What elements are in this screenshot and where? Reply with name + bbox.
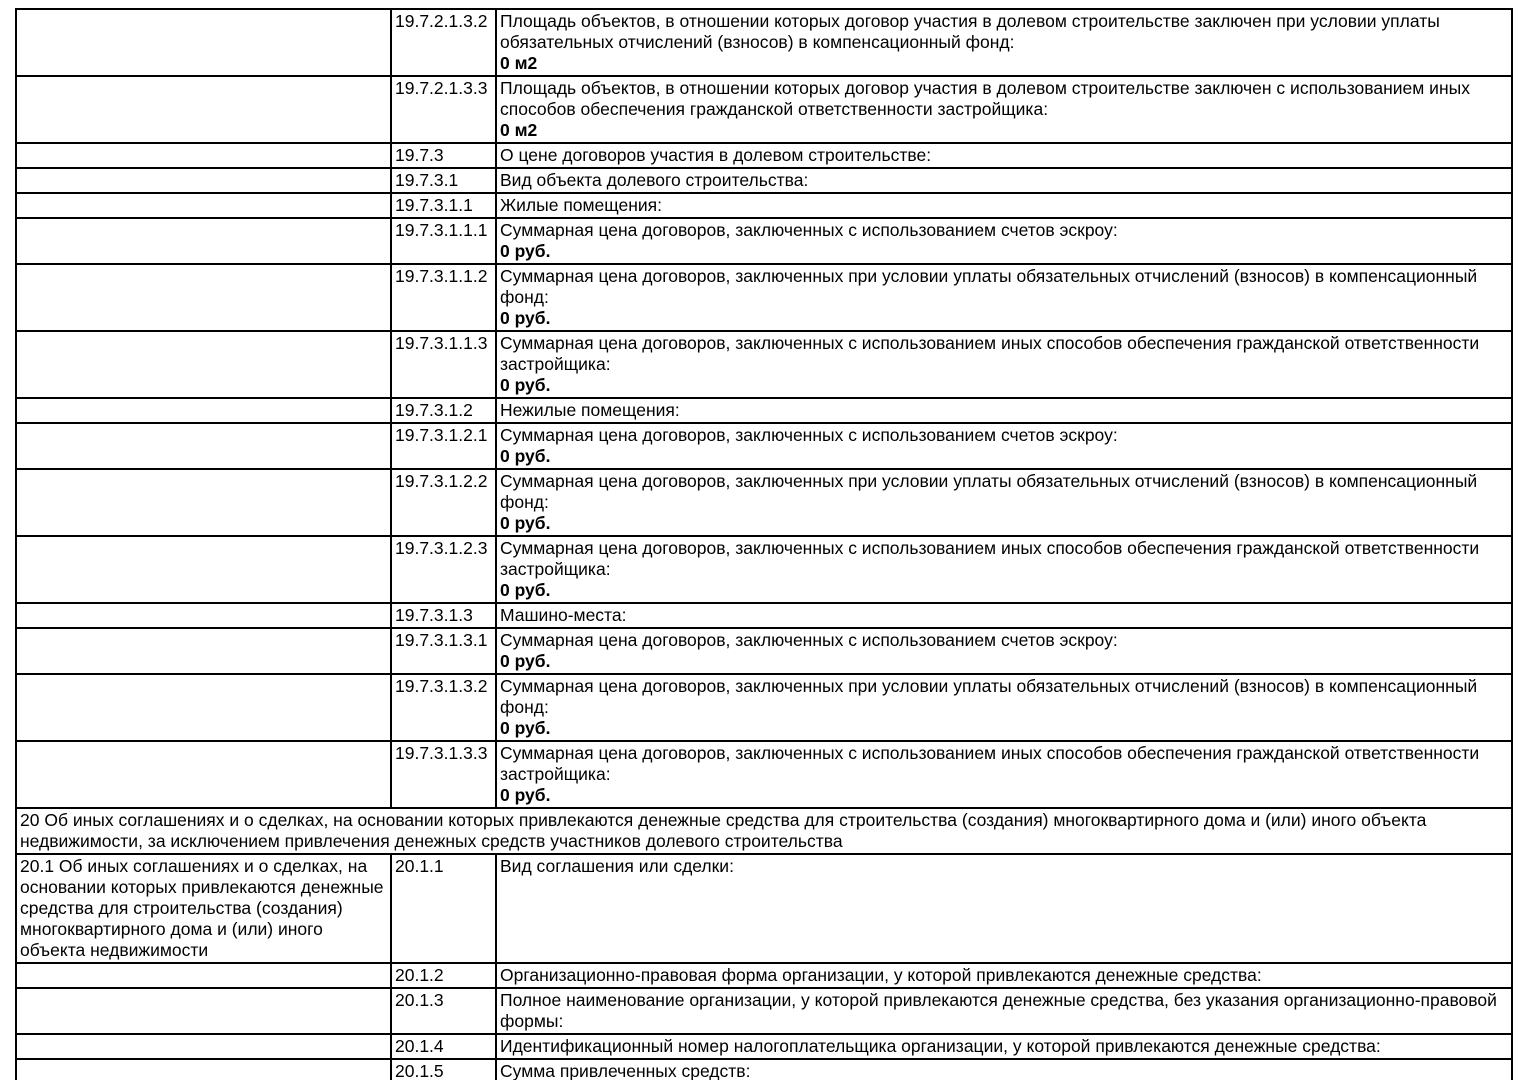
row-number-cell: 20.1.2 — [391, 963, 496, 988]
row-content-cell — [496, 218, 1512, 264]
row-label: Суммарная цена договоров, заключенных с использованием иных способов обеспечения гражданской ответственности застройщика: — [500, 538, 1480, 579]
row-label: Площадь объектов, в отношении которых договор участия в долевом строительстве заключен при условии уплаты обязательных отчислений (взносов) в компенсационный фонд: — [500, 11, 1440, 52]
row-label: Вид объекта долевого строительства: — [500, 170, 809, 190]
group-label-cell — [16, 674, 391, 741]
group-label-cell — [16, 398, 391, 423]
section-header-row — [16, 808, 1512, 854]
table-row — [16, 264, 1512, 331]
table-row — [16, 536, 1512, 603]
row-content-cell — [496, 628, 1512, 674]
row-content-cell — [496, 193, 1512, 218]
row-content-cell — [496, 331, 1512, 398]
row-content-cell — [496, 741, 1512, 808]
table-row — [16, 1059, 1512, 1080]
row-number-cell: 19.7.3.1.2.1 — [391, 423, 496, 469]
table-row — [16, 9, 1512, 76]
table-row — [16, 988, 1512, 1034]
group-label-cell — [16, 193, 391, 218]
row-value: 0 руб. — [500, 446, 551, 466]
row-content-cell — [496, 1059, 1512, 1080]
row-label: Организационно-правовая форма организации, у которой привлекаются денежные средства: — [500, 965, 1262, 985]
row-content-cell — [496, 9, 1512, 76]
row-label: Суммарная цена договоров, заключенных при условии уплаты обязательных отчислений (взносов) в компенсационный фонд: — [500, 471, 1478, 512]
group-label-cell — [16, 988, 391, 1034]
row-label: Суммарная цена договоров, заключенных с использованием счетов эскроу: — [500, 425, 1118, 445]
group-label-cell — [16, 423, 391, 469]
table-row — [16, 603, 1512, 628]
row-number-cell: 19.7.3.1.3.3 — [391, 741, 496, 808]
row-value: 0 руб. — [500, 580, 551, 600]
group-label-cell — [16, 143, 391, 168]
table-row — [16, 218, 1512, 264]
row-label: Машино-места: — [500, 605, 627, 625]
table-row — [16, 854, 1512, 963]
table-row — [16, 469, 1512, 536]
row-value: 0 м2 — [500, 53, 538, 73]
row-value: 0 руб. — [500, 241, 551, 261]
row-number-cell: 19.7.3.1.3.1 — [391, 628, 496, 674]
row-value: 0 руб. — [500, 651, 551, 671]
table-row — [16, 628, 1512, 674]
group-label-cell — [16, 603, 391, 628]
table-row — [16, 963, 1512, 988]
row-number-cell: 19.7.2.1.3.3 — [391, 76, 496, 143]
row-content-cell — [496, 536, 1512, 603]
group-label-cell — [16, 331, 391, 398]
row-content-cell — [496, 423, 1512, 469]
row-content-cell — [496, 76, 1512, 143]
row-value: 0 руб. — [500, 718, 551, 738]
row-label: Вид соглашения или сделки: — [500, 856, 734, 876]
row-label: Сумма привлеченных средств: — [500, 1061, 751, 1080]
row-content-cell — [496, 603, 1512, 628]
row-label: Идентификационный номер налогоплательщика организации, у которой привлекаются денежные средства: — [500, 1036, 1381, 1056]
row-content-cell — [496, 168, 1512, 193]
row-content-cell — [496, 1034, 1512, 1059]
table-row — [16, 1034, 1512, 1059]
group-label-cell — [16, 469, 391, 536]
row-number-cell: 19.7.3.1.2.3 — [391, 536, 496, 603]
group-label-cell — [16, 168, 391, 193]
row-number-cell: 19.7.3.1 — [391, 168, 496, 193]
row-number-cell: 20.1.3 — [391, 988, 496, 1034]
group-label-cell — [16, 264, 391, 331]
row-number-cell: 19.7.3.1.3 — [391, 603, 496, 628]
row-label: Суммарная цена договоров, заключенных с использованием счетов эскроу: — [500, 630, 1118, 650]
group-label-cell — [16, 1059, 391, 1080]
row-number-cell: 19.7.3.1.1.2 — [391, 264, 496, 331]
row-content-cell — [496, 854, 1512, 963]
row-content-cell — [496, 469, 1512, 536]
group-label-cell — [16, 9, 391, 76]
table-row — [16, 674, 1512, 741]
declaration-table — [15, 8, 1513, 1080]
group-label-cell: 20.1 Об иных соглашениях и о сделках, на основании которых привлекаются денежные средства для строительства (создания) многоквартирного дома и (или) иного объекта недвижимости — [16, 854, 391, 963]
table-row — [16, 76, 1512, 143]
group-label-cell — [16, 628, 391, 674]
table-row — [16, 423, 1512, 469]
row-label: Суммарная цена договоров, заключенных с использованием иных способов обеспечения гражданской ответственности застройщика: — [500, 333, 1480, 374]
row-number-cell: 20.1.1 — [391, 854, 496, 963]
row-label: Полное наименование организации, у которой привлекаются денежные средства, без указания организационно-правовой формы: — [500, 990, 1497, 1031]
group-label-cell — [16, 218, 391, 264]
row-label: Нежилые помещения: — [500, 400, 680, 420]
row-value: 0 м2 — [500, 120, 538, 140]
row-number-cell: 19.7.3.1.2 — [391, 398, 496, 423]
row-number-cell: 19.7.3 — [391, 143, 496, 168]
row-content-cell — [496, 674, 1512, 741]
row-content-cell — [496, 264, 1512, 331]
row-label: Суммарная цена договоров, заключенных при условии уплаты обязательных отчислений (взносов) в компенсационный фонд: — [500, 676, 1478, 717]
row-label: Жилые помещения: — [500, 195, 663, 215]
row-number-cell: 19.7.3.1.2.2 — [391, 469, 496, 536]
table-row — [16, 168, 1512, 193]
row-label: Суммарная цена договоров, заключенных с использованием иных способов обеспечения гражданской ответственности застройщика: — [500, 743, 1480, 784]
row-number-cell: 20.1.5 — [391, 1059, 496, 1080]
group-label-cell — [16, 963, 391, 988]
row-label: Суммарная цена договоров, заключенных при условии уплаты обязательных отчислений (взносов) в компенсационный фонд: — [500, 266, 1478, 307]
row-value: 0 руб. — [500, 308, 551, 328]
row-number-cell: 19.7.3.1.1 — [391, 193, 496, 218]
row-number-cell: 19.7.3.1.3.2 — [391, 674, 496, 741]
table-row — [16, 331, 1512, 398]
row-label: Суммарная цена договоров, заключенных с использованием счетов эскроу: — [500, 220, 1118, 240]
row-label: Площадь объектов, в отношении которых договор участия в долевом строительстве заключен с использованием иных способов обеспечения гражданской ответственности застройщика: — [500, 78, 1470, 119]
declaration-table-body — [16, 9, 1512, 1080]
table-row — [16, 143, 1512, 168]
row-number-cell: 19.7.2.1.3.2 — [391, 9, 496, 76]
table-row — [16, 193, 1512, 218]
row-number-cell: 20.1.4 — [391, 1034, 496, 1059]
table-row — [16, 398, 1512, 423]
row-number-cell: 19.7.3.1.1.1 — [391, 218, 496, 264]
section-header-text: 20 Об иных соглашениях и о сделках, на основании которых привлекаются денежные средства для строительства (создания) многоквартирного дома и (или) иного объекта недвижимости, за исключением привлечения денежных средств участников долевого строительства — [16, 808, 1512, 854]
group-label-cell — [16, 76, 391, 143]
row-value: 0 руб. — [500, 513, 551, 533]
row-value: 0 руб. — [500, 785, 551, 805]
row-content-cell — [496, 963, 1512, 988]
group-label-cell — [16, 1034, 391, 1059]
row-content-cell — [496, 988, 1512, 1034]
table-row — [16, 741, 1512, 808]
row-content-cell — [496, 398, 1512, 423]
row-number-cell: 19.7.3.1.1.3 — [391, 331, 496, 398]
row-label: О цене договоров участия в долевом строительстве: — [500, 145, 932, 165]
row-value: 0 руб. — [500, 375, 551, 395]
group-label-cell — [16, 536, 391, 603]
group-label-cell — [16, 741, 391, 808]
row-content-cell — [496, 143, 1512, 168]
